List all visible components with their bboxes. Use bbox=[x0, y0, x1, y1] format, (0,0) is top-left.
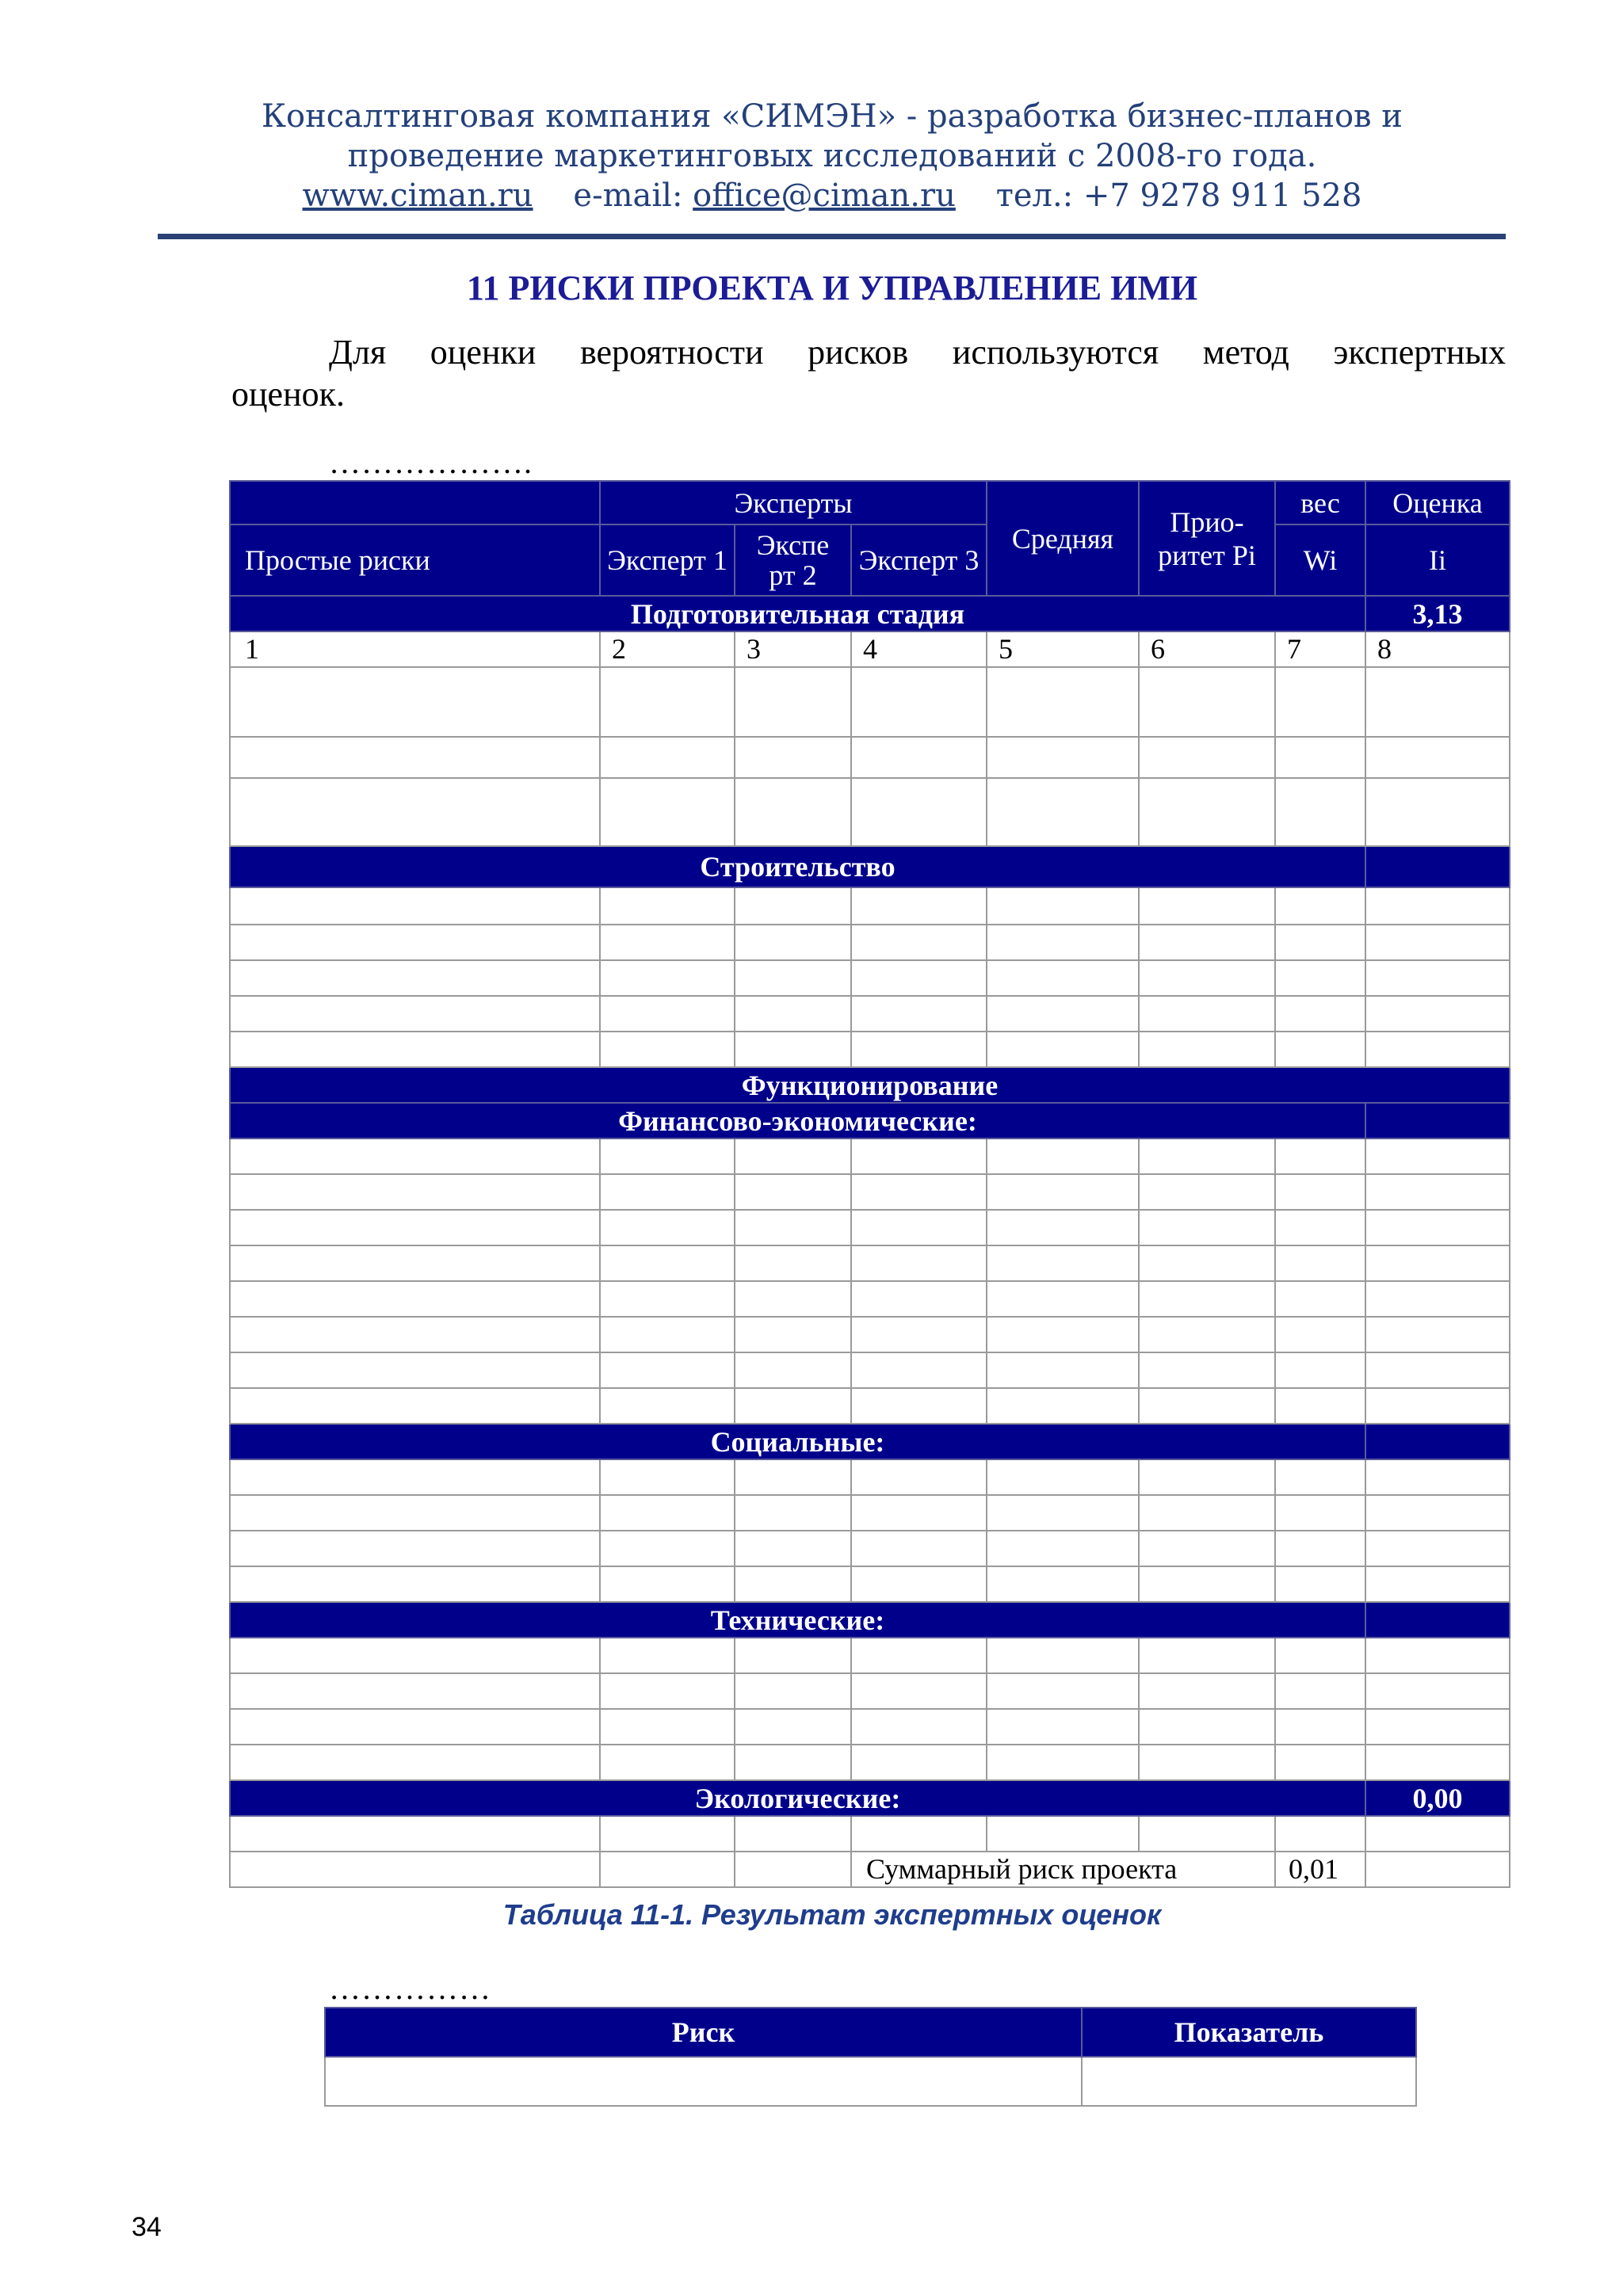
stage-construction-value bbox=[1365, 846, 1510, 887]
table-row bbox=[230, 1495, 1510, 1531]
table-row bbox=[230, 1709, 1510, 1745]
column-number-row bbox=[230, 631, 1510, 667]
category-technical-value bbox=[1365, 1602, 1510, 1638]
table-row bbox=[230, 960, 1510, 996]
table-row bbox=[230, 667, 1510, 737]
ellipsis-marker: ………………. bbox=[329, 444, 533, 480]
header-line2: проведение маркетинговых исследований с 2008-го года. bbox=[347, 138, 1317, 174]
header-contacts bbox=[158, 176, 1506, 215]
table-row bbox=[230, 925, 1510, 960]
table-row bbox=[230, 996, 1510, 1032]
column-number: 5 bbox=[987, 631, 1139, 667]
stage-operation: Функционирование bbox=[230, 1067, 1510, 1103]
stage-preparatory-value: 3,13 bbox=[1365, 596, 1510, 631]
header-blank-cell bbox=[230, 481, 600, 524]
column-number: 6 bbox=[1139, 631, 1275, 667]
weight-symbol-header: Wi bbox=[1275, 524, 1365, 596]
category-technical: Технические: bbox=[230, 1602, 1365, 1638]
phone-text: тел.: +7 9278 911 528 bbox=[995, 177, 1362, 214]
column-number: 8 bbox=[1365, 631, 1510, 667]
table-row bbox=[230, 1174, 1510, 1210]
table-row bbox=[230, 1745, 1510, 1780]
table-row bbox=[230, 1388, 1510, 1424]
category-ecological: Экологические: bbox=[230, 1780, 1365, 1816]
priority-header: Прио-ритет Pi bbox=[1139, 481, 1275, 596]
risk-column-header: Риск bbox=[325, 2008, 1082, 2057]
email-link[interactable]: office@ciman.ru bbox=[693, 177, 956, 214]
table-row bbox=[230, 1638, 1510, 1673]
table-row bbox=[230, 1245, 1510, 1281]
stage-preparatory: Подготовительная стадия bbox=[230, 596, 1365, 631]
category-social-value bbox=[1365, 1424, 1510, 1459]
table-row bbox=[230, 778, 1510, 846]
expert1-header: Эксперт 1 bbox=[600, 524, 735, 596]
section-title: 11 РИСКИ ПРОЕКТА И УПРАВЛЕНИЕ ИМИ bbox=[466, 269, 1198, 307]
page-number: 34 bbox=[132, 2212, 162, 2242]
column-number: 4 bbox=[851, 631, 987, 667]
simple-risks-header: Простые риски bbox=[230, 524, 600, 596]
email-label: e-mail: bbox=[573, 177, 683, 214]
score-header: Оценка bbox=[1365, 481, 1510, 524]
total-risk-label: Суммарный риск проекта bbox=[851, 1852, 1275, 1887]
table-row bbox=[230, 1317, 1510, 1352]
average-header: Средняя bbox=[987, 481, 1139, 596]
column-number: 2 bbox=[600, 631, 735, 667]
total-risk-value: 0,01 bbox=[1275, 1852, 1365, 1887]
table-row bbox=[230, 1673, 1510, 1709]
column-number: 7 bbox=[1275, 631, 1365, 667]
table-row bbox=[230, 1210, 1510, 1245]
table-row bbox=[230, 1459, 1510, 1495]
table-row bbox=[230, 737, 1510, 778]
website-link[interactable]: www.ciman.ru bbox=[302, 177, 533, 214]
table-row bbox=[230, 1281, 1510, 1317]
table-row bbox=[230, 1566, 1510, 1602]
experts-header: Эксперты bbox=[600, 481, 987, 524]
total-risk-row bbox=[230, 1852, 1510, 1887]
table-row bbox=[325, 2057, 1416, 2106]
table-row bbox=[230, 1032, 1510, 1067]
column-number: 1 bbox=[230, 631, 600, 667]
table-caption: Таблица 11-1. Результат экспертных оценок bbox=[502, 1898, 1162, 1931]
table-row bbox=[230, 1816, 1510, 1852]
table-row bbox=[230, 1138, 1510, 1174]
header-divider bbox=[158, 234, 1506, 239]
table-row bbox=[230, 887, 1510, 925]
column-number: 3 bbox=[735, 631, 851, 667]
header-line1: Консалтинговая компания «СИМЭН» - разработка бизнес-планов и bbox=[262, 98, 1403, 135]
category-financial-value bbox=[1365, 1103, 1510, 1138]
ellipsis-marker-2: …………… bbox=[329, 1970, 491, 2006]
score-symbol-header: Ii bbox=[1365, 524, 1510, 596]
category-social: Социальные: bbox=[230, 1424, 1365, 1459]
category-ecological-value: 0,00 bbox=[1365, 1780, 1510, 1816]
expert2-header: Экспе рт 2 bbox=[735, 524, 851, 596]
table-row bbox=[230, 1531, 1510, 1566]
risk-assessment-table bbox=[229, 480, 1510, 1888]
risk-indicator-table bbox=[324, 2007, 1417, 2107]
stage-construction: Строительство bbox=[230, 846, 1365, 887]
category-financial: Финансово-экономические: bbox=[230, 1103, 1365, 1138]
table-row bbox=[230, 1352, 1510, 1388]
weight-header: вес bbox=[1275, 481, 1365, 524]
expert3-header: Эксперт 3 bbox=[851, 524, 987, 596]
intro-text-line2: оценок. bbox=[231, 375, 345, 414]
indicator-column-header: Показатель bbox=[1082, 2008, 1416, 2057]
intro-text-line1: Для оценки вероятности рисков используются метод экспертных bbox=[329, 333, 1506, 372]
